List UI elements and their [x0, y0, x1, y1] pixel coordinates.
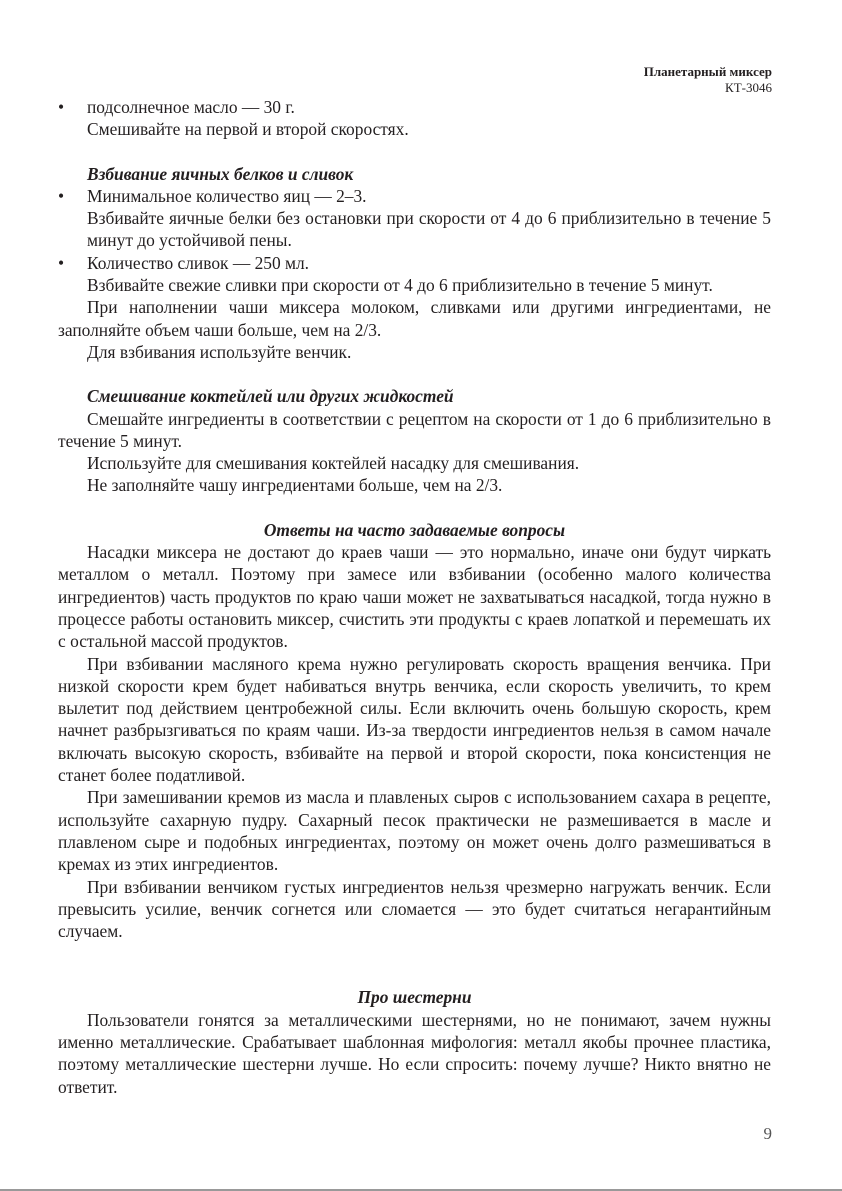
list-item	[58, 96, 771, 118]
paragraph: При взбивании венчиком густых ингредиентов нельзя чрезмерно нагружать венчик. Если превысить усилие, венчик согнется или сломается — это будет считаться негарантийным случаем.	[58, 876, 771, 942]
bullet-icon: •	[58, 97, 65, 117]
page-number: 9	[763, 1124, 772, 1143]
bullet-icon: •	[58, 185, 65, 206]
paragraph: Пользователи гонятся за металлическими шестернями, но не понимают, зачем нужны именно металлические. Срабатывает шаблонная мифология: металл якобы прочнее пластика, поэтому металлические шестерни лучше. Но если спросить: почему лучше? Никто внятно не ответит.	[58, 1009, 771, 1097]
section-heading-faq: Ответы на часто задаваемые вопросы	[263, 519, 566, 540]
section-heading-cocktails: Смешивание коктейлей или других жидкостей	[87, 386, 454, 407]
page-header	[644, 64, 772, 96]
bullet-icon: •	[58, 252, 65, 273]
bullet-text: Количество сливок — 250 мл.	[87, 252, 310, 273]
paragraph: Не заполняйте чашу ингредиентами больше, чем на 2/3.	[87, 475, 503, 496]
paragraph: При наполнении чаши миксера молоком, сливками или другими ингредиентами, не заполняйте объем чаши больше, чем на 2/3.	[58, 297, 771, 340]
list-item	[58, 185, 771, 207]
paragraph: Для взбивания используйте венчик.	[87, 341, 352, 362]
section-heading-gears: Про шестерни	[357, 987, 472, 1008]
header-title: Планетарный миксер	[643, 64, 772, 79]
bullet-continuation: Взбивайте свежие сливки при скорости от 4 до 6 приблизительно в течение 5 минут.	[87, 275, 713, 296]
paragraph: Смешайте ингредиенты в соответствии с рецептом на скорости от 1 до 6 приблизительно в течение 5 минут.	[58, 408, 771, 451]
list-item	[58, 252, 771, 274]
paragraph: При взбивании масляного крема нужно регулировать скорость вращения венчика. При низкой скорости крем будет набиваться внутрь венчика, если скорость увеличить, то крем вылетит под действием центробежной силы. Если включить очень большую скорость, крем начнет разбрызгиваться по краям чаши. Из-за твердости ингредиентов нельзя в самом начале включать высокую скорость, взбивайте на первой и второй скорости, пока консистенция не станет более податливой.	[58, 653, 771, 786]
paragraph: Насадки миксера не достают до краев чаши — это нормально, иначе они будут чиркать металлом о металл. Поэтому при замесе или взбивании (особенно малого количества ингредиентов) часть продуктов по краю чаши может не захватываться насадкой, тогда нужно в процессе работы остановить миксер, счистить эти продукты с краев лопаткой и перемешать их с остальной массой продуктов.	[58, 542, 771, 652]
paragraph: При замешивании кремов из масла и плавленых сыров с использованием сахара в рецепте, используйте сахарную пудру. Сахарный песок практически не размешивается в масле и плавленом сыре и подобных ингредиентах, поэтому он может очень долго размешиваться в кремах из этих ингредиентов.	[58, 787, 771, 875]
header-model: КТ-3046	[725, 80, 772, 95]
page-body	[58, 96, 771, 1098]
bullet-continuation: Смешивайте на первой и второй скоростях.	[87, 119, 409, 140]
bullet-continuation: Взбивайте яичные белки без остановки при скорости от 4 до 6 приблизительно в течение 5 минут до устойчивой пены.	[87, 208, 771, 251]
section-heading-whipping: Взбивание яичных белков и сливок	[87, 163, 354, 184]
bullet-text: подсолнечное масло — 30 г.	[87, 97, 295, 117]
paragraph: Используйте для смешивания коктейлей насадку для смешивания.	[87, 453, 580, 474]
bullet-text: Минимальное количество яиц — 2–3.	[87, 185, 367, 206]
